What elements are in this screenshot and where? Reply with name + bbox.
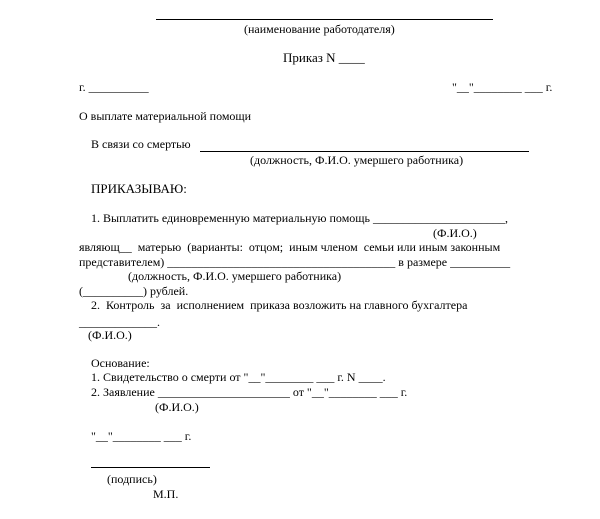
order-subject: О выплате материальной помощи xyxy=(79,109,252,123)
item1-line2: являющ__ матерью (варианты: отцом; иным членом семьи или иным законным xyxy=(79,240,501,254)
employer-name-line xyxy=(156,19,493,20)
order-title: Приказ N ____ xyxy=(283,50,365,65)
basis-item2: 2. Заявление ______________________ от "__"________ ___ г. xyxy=(91,385,408,399)
reason-caption: (должность, Ф.И.О. умершего работника) xyxy=(250,153,464,167)
stamp-label: М.П. xyxy=(153,487,179,501)
item1-line4: (__________) рублей. xyxy=(79,284,189,298)
signature-line xyxy=(91,467,210,468)
reason-blank-line xyxy=(200,151,529,152)
order-date: "__"________ ___ г. xyxy=(452,80,553,94)
reason-text: В связи со смертью xyxy=(91,137,191,151)
basis-item1: 1. Свидетельство о смерти от "__"________ ___ г. N ____. xyxy=(91,370,386,384)
item1-caption-worker: (должность, Ф.И.О. умершего работника) xyxy=(128,269,342,283)
basis-caption-fio: (Ф.И.О.) xyxy=(155,400,199,414)
basis-title: Основание: xyxy=(91,356,150,370)
item1-caption-fio: (Ф.И.О.) xyxy=(433,226,477,240)
item2-line1: 2. Контроль за исполнением приказа возложить на главного бухгалтера xyxy=(91,298,468,312)
footer-date: "__"________ ___ г. xyxy=(91,429,192,443)
signature-caption: (подпись) xyxy=(107,472,157,486)
order-city: г. __________ xyxy=(79,80,149,94)
item2-blank: _____________. xyxy=(79,315,160,329)
item1-line1: 1. Выплатить единовременную материальную помощь ______________________, xyxy=(91,211,509,225)
decree-heading: ПРИКАЗЫВАЮ: xyxy=(91,181,187,196)
item1-line3: представителем) ______________________________________ в размере __________ xyxy=(79,255,511,269)
item2-caption-fio: (Ф.И.О.) xyxy=(88,328,132,342)
employer-caption: (наименование работодателя) xyxy=(244,22,395,36)
